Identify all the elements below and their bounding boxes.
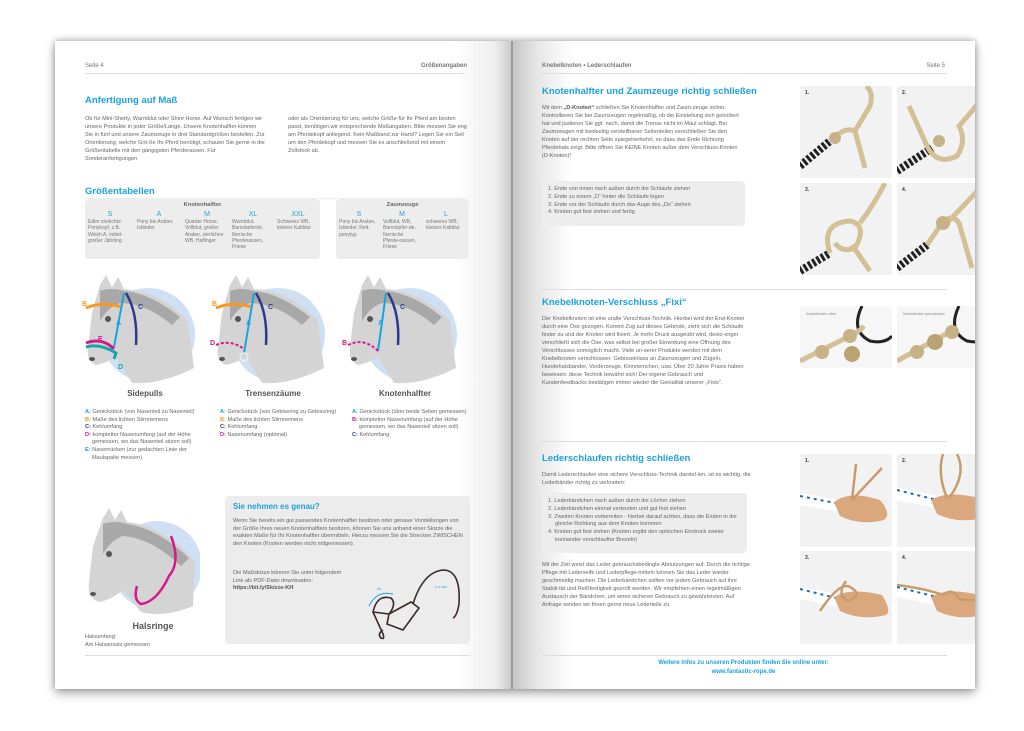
halsringe-title: Halsringe bbox=[132, 621, 174, 631]
knotenhalfter-size-table bbox=[85, 199, 320, 259]
intro-col1: Ob für Mini-Shetty, Warmblut oder Shire Horse. Auf Wunsch fertigen wir unsere Produkte in jeder Größe/Länge. Unsere Knotenhalfter können Sie in fünf und unsere Zaumzeuge in drei Standardgrößen bestellen. Zur Orientierung, welche Grö-ße Ihr Pferd benötigt, schauen Sie gerne in die Größentabelle mit den gängigsten Pferderassen. Für Sonderanfertigungen bbox=[85, 116, 265, 162]
section-header: Knebelknoten • Lederschlaufen bbox=[542, 63, 632, 69]
legend-item: D: Nasenumfang (optional) bbox=[220, 431, 288, 438]
horse-nostril bbox=[351, 357, 357, 361]
label-d: D bbox=[210, 340, 216, 347]
size-desc: Edler zierlicher Ponykopf, z.B. Welsh A, mittel-großer Jährling bbox=[88, 219, 123, 244]
size-col bbox=[232, 211, 274, 250]
size-label: XXL bbox=[291, 211, 305, 218]
legend-item: B: kompletter Nasenumfang (auf der Höhe gemessen, wo das Nasenteil sitzen soll) bbox=[352, 416, 459, 431]
leather-photo-1 bbox=[800, 454, 892, 547]
horse-caption-knotenhalfter: Knotenhalfter bbox=[379, 389, 431, 398]
sketch-note: x x cm bbox=[435, 584, 447, 589]
legend-item: C: Kehlumfang bbox=[220, 424, 258, 431]
section3-text: Mit der Zeit weist das Leder gebrauchsbedingte Abnutzungen auf. Durch die richtige Pflege mit Lederseife und Lederpflege-mitteln können Sie das Leder wieder geschmeidig machen. Die Lederbändchen sollten vor jedem Gebrauch auf ihre Stabili-tät und Reißfestigkeit geprüft werden. Wir empfehlen einen regelmäßigen Austausch der Bändchen, um einen sicheren Gebrauch zu gewährleisten. Auf Anfrage senden wir Ihnen gerne neue Lederteile zu. bbox=[542, 562, 751, 608]
photo-number: 4. bbox=[902, 187, 907, 193]
label-b: B bbox=[212, 301, 218, 308]
label-e: E bbox=[98, 336, 103, 343]
fixi-open-photo bbox=[800, 306, 892, 368]
step-item: 1. Lederbändchen nach außen durch die Löcher ziehen bbox=[548, 498, 686, 504]
horse-nostril bbox=[90, 592, 96, 596]
page-number: Seite 4 bbox=[85, 63, 104, 69]
fixi-closed-photo bbox=[897, 306, 975, 368]
size-desc: schweres WB, kleines Kaltblut bbox=[426, 219, 460, 232]
label-a: A bbox=[116, 320, 122, 327]
label-d: D bbox=[118, 364, 124, 371]
section2-text: Der Knebelknoten ist eine uralte Verschluss-Technik. Hierbei wird der End-Knoten durch eine Öse gezogen. Kommt Zug auf dieses Gebinde, zieht sich die Schlaufe fester zu und der Knoten wird fixiert. Je mehr Druck ausgeübt wird, desto enger verschließt sich die Öse, was selbst bei großer Einwirkung eine Öffnung des Verschlusses unmöglich macht. Viele un-serer Produkte werden mit dem Knebelknoten verschlossen: Gebisseinlass an Zaumzeugen und Zügeln, Hundehalsbänder, Vorderzeuge, Kinnriemchen, usw. Über 20 Jahre Praxis haben bewiesen: diese Technik bewährt sich! Der eigene Gebrauch und Kundenfeedbacks bestätigen immer wieder die Genialität unserer „Fixis“. bbox=[542, 316, 745, 386]
header-rule bbox=[85, 73, 465, 74]
d-knot-photo-2 bbox=[897, 86, 975, 178]
halter-lines bbox=[373, 597, 419, 638]
legend-trensenzaeume bbox=[220, 409, 340, 439]
horse-illustration-knotenhalfter bbox=[342, 273, 462, 388]
zaumzeuge-size-table bbox=[336, 199, 469, 259]
footer bbox=[512, 659, 975, 677]
legend-item: A: Genickstück (über beide Seiten gemessen) bbox=[352, 409, 467, 415]
size-desc: Quarter Horse, Vollblut, großer Araber, zierliches WB, Haflinger bbox=[185, 219, 224, 244]
lead-rope bbox=[413, 570, 459, 618]
photo-number: 1. bbox=[805, 458, 810, 464]
photo-caption: Knebelknoten geschlossen bbox=[903, 312, 945, 316]
size-label: M bbox=[399, 211, 405, 218]
step-item: 4. Knoten gut fest ziehen (Knoten ergibt den optischen Eindruck zweier ineinander verschlaufter Brezeln) bbox=[548, 529, 725, 543]
label-c: C bbox=[400, 304, 406, 311]
table-title: Zaumzeuge bbox=[386, 202, 419, 208]
photo-number: 4. bbox=[902, 555, 907, 561]
size-col bbox=[88, 211, 132, 244]
horse-illustration-sidepulls bbox=[80, 273, 200, 388]
precise-measure-box bbox=[225, 496, 470, 644]
page-number: Seite 5 bbox=[926, 63, 945, 69]
horse-eye bbox=[367, 316, 373, 322]
horse-caption-trensenzaeume: Trensenzäume bbox=[245, 389, 301, 398]
step-item: 2. Ende zu einem „D“ hinter die Schlaufe legen bbox=[548, 193, 664, 200]
size-col bbox=[185, 211, 229, 244]
section1-title: Knotenhalfter und Zaumzeuge richtig schließen bbox=[542, 86, 757, 97]
legend-item: B: Maße des lichten Stirnriemens bbox=[220, 416, 304, 423]
photo-number: 2. bbox=[902, 458, 907, 464]
size-label: L bbox=[444, 211, 448, 218]
intro-title: Anfertigung auf Maß bbox=[85, 95, 178, 106]
horse-eye bbox=[235, 316, 241, 322]
size-col bbox=[277, 211, 319, 232]
horse-eye bbox=[105, 316, 111, 322]
size-col bbox=[339, 211, 379, 238]
legend-sidepulls bbox=[85, 409, 210, 462]
legend-item: C: Kehlumfang bbox=[85, 424, 123, 431]
step-item: 4. Knoten gut fest ziehen und fertig bbox=[548, 209, 635, 216]
book-spine bbox=[511, 41, 513, 689]
section3-intro: Damit Lederschlaufen eine sichere Verschluss-Technik darstel-len, ist es wichtig, die Lederbänder richtig zu verknoten: bbox=[542, 472, 751, 486]
measure-mark bbox=[369, 593, 393, 606]
size-label: S bbox=[107, 211, 113, 218]
d-knot-photo-3 bbox=[800, 183, 892, 275]
section-rule bbox=[542, 289, 947, 290]
section1-intro: Mit dem „D-Knoten“ schließen Sie Knotenhalfter und Zaum-zeuge sicher. Kontrollieren Sie bei Zaumzeugen regelmäßig, ob die Einstellung sich gelockert hat und justieren Sie ggf. nach, damit die Trense nicht im Maul schlägt. Bei Zaumzeugen mit beidseitig verstellbaren Seitenteilen verschließen Sie den Knoten auf der rechten Seite spiegelverkehrt, so dass das Ende Richtung Pferdehals zeigt. Bitte öffnen Sie KEINE Knoten außer dem Verschluss-Knoten (D-Knoten)! bbox=[542, 105, 739, 159]
horse-illustration-halsringe bbox=[85, 506, 200, 621]
halter-sketch bbox=[353, 564, 468, 642]
bottom-rule bbox=[85, 655, 470, 656]
table-title: Knotenhalfter bbox=[183, 202, 222, 208]
size-tables-title: Größentabellen bbox=[85, 186, 155, 197]
label-b: B bbox=[342, 340, 348, 347]
caption-line: Am Halsansatz gemessen bbox=[85, 642, 150, 648]
sketch-note: xx bbox=[377, 586, 381, 591]
size-desc: Vollblut, WB, Barockpfer-de, Iberische Pferde-rassen, Friese bbox=[383, 219, 416, 251]
section-header: Größenangaben bbox=[420, 63, 467, 69]
download-line: Link als PDF-Datei downloaden: bbox=[233, 577, 313, 584]
precise-title: Sie nehmen es genau? bbox=[233, 502, 320, 511]
size-desc: Pony bis Araber, Isländer, Reit-ponytyp bbox=[339, 219, 376, 238]
horse-illustration-trensenzaeume bbox=[210, 273, 330, 388]
size-desc: Schweres WB, kleines Kaltblut bbox=[277, 219, 311, 232]
legend-item: C: Kehlumfang bbox=[352, 431, 390, 438]
section3-title: Lederschlaufen richtig schließen bbox=[542, 453, 691, 464]
section2-title: Knebelknoten-Verschluss „Fixi“ bbox=[542, 297, 687, 308]
step-item: 3. Ende vor der Schlaufe durch das Auge des „Ds“ ziehen bbox=[548, 201, 691, 208]
photo-number: 1. bbox=[805, 90, 810, 96]
label-a: A bbox=[246, 320, 252, 327]
intro-col2: oder als Orientierung für uns, welche Größe für Ihr Pferd am besten passt, benötigen wir entsprechende Maßangaben. Bitte messen Sie eng am Pferdekopf anliegend. Kein Maßband zur Hand? Legen Sie ein Seil um den Pferdekopf und messen Sie es anschließend mit einem Zollstock ab. bbox=[288, 116, 467, 154]
legend-item: D: kompletter Nasenumfang (auf der Höhe gemessen, wo das Nasenteil sitzen soll) bbox=[85, 431, 192, 446]
size-col bbox=[137, 211, 181, 232]
left-page bbox=[55, 41, 512, 689]
step-item: 2. Lederbändchen einmal verknoten und gut fest ziehen bbox=[548, 505, 687, 512]
leather-photo-3 bbox=[800, 551, 892, 644]
download-line: Die Maßskizze können Sie unter folgendem bbox=[233, 570, 342, 576]
d-knot-photo-4 bbox=[897, 183, 975, 275]
precise-text: Wenn Sie bereits ein gut passendes Knotenhalfter besitzen oder genaue Vorstellungen von der Größe Ihres neuen Knotenhalfters besitzen, können Sie uns anhand einer Skizze die exakten Maße für Ihr Knotenhalfter übermitteln. Hierzu messen Sie die Strecken ZWISCHEN den Knoten (Knoten werden nicht mitgemessen). bbox=[233, 518, 463, 547]
size-label: M bbox=[204, 211, 210, 218]
photo-number: 2. bbox=[902, 90, 907, 96]
caption-line: Halsumfang: bbox=[85, 634, 117, 640]
size-label: S bbox=[356, 211, 362, 218]
size-desc: Warmblut, Barockpferde, Iberische Pferderassen, Friese bbox=[232, 219, 264, 251]
header-rule bbox=[542, 73, 947, 74]
section-rule bbox=[542, 441, 947, 442]
size-label: XL bbox=[248, 211, 258, 218]
legend-knotenhalfter bbox=[352, 409, 470, 439]
legend-item: E: Nasenrücken (zur gedachten Linie der Maulspalte messen) bbox=[85, 446, 187, 461]
sketch-download-link[interactable]: https://bit.ly/Skizze-KH bbox=[233, 585, 294, 592]
horse-nostril bbox=[89, 357, 95, 361]
right-page bbox=[512, 41, 975, 689]
step-item: 3. Zweiten Knoten vorbereiten - hierbei darauf achten, dass die Enden in die gleiche Richtung aus dem Knoten kommen bbox=[548, 513, 737, 528]
download-info bbox=[233, 570, 373, 593]
section1-steps bbox=[542, 181, 745, 226]
d-knot-photo-1 bbox=[800, 86, 892, 178]
horse-nostril bbox=[219, 357, 225, 361]
footer-line: Weitere Infos zu unseren Produkten finden Sie online unter: bbox=[658, 660, 829, 666]
legend-item: A: Genickstück (von Nasenteil zu Nasenteil) bbox=[85, 409, 195, 415]
horse-caption-sidepulls: Sidepulls bbox=[127, 389, 163, 398]
horse-eye bbox=[106, 551, 112, 557]
section3-steps bbox=[542, 493, 747, 553]
label-b: B bbox=[82, 301, 88, 308]
website-link[interactable]: www.fantastic-rope.de bbox=[711, 669, 776, 675]
photo-number: 3. bbox=[805, 555, 810, 561]
size-col bbox=[426, 211, 466, 232]
leather-photo-4 bbox=[897, 551, 975, 644]
label-c: C bbox=[268, 304, 274, 311]
size-label: A bbox=[156, 211, 162, 218]
brochure-spread bbox=[55, 41, 975, 689]
size-col bbox=[383, 211, 421, 250]
step-item: 1. Ende von innen nach außen durch die Schlaufe ziehen bbox=[548, 186, 691, 192]
leather-photo-2 bbox=[897, 454, 975, 547]
photo-number: 3. bbox=[805, 187, 810, 193]
legend-item: B: Maße des lichten Stirnriemens bbox=[85, 416, 169, 423]
label-a: A bbox=[378, 320, 384, 327]
label-c: C bbox=[138, 304, 144, 311]
size-desc: Pony bis Araber, Isländer bbox=[137, 219, 174, 232]
photo-caption: Knebelknoten offen bbox=[806, 312, 837, 316]
legend-item: A: Genickstück (von Gebissring zu Gebissring) bbox=[220, 409, 337, 415]
halsringe-caption bbox=[85, 633, 205, 649]
bottom-rule bbox=[542, 655, 947, 656]
